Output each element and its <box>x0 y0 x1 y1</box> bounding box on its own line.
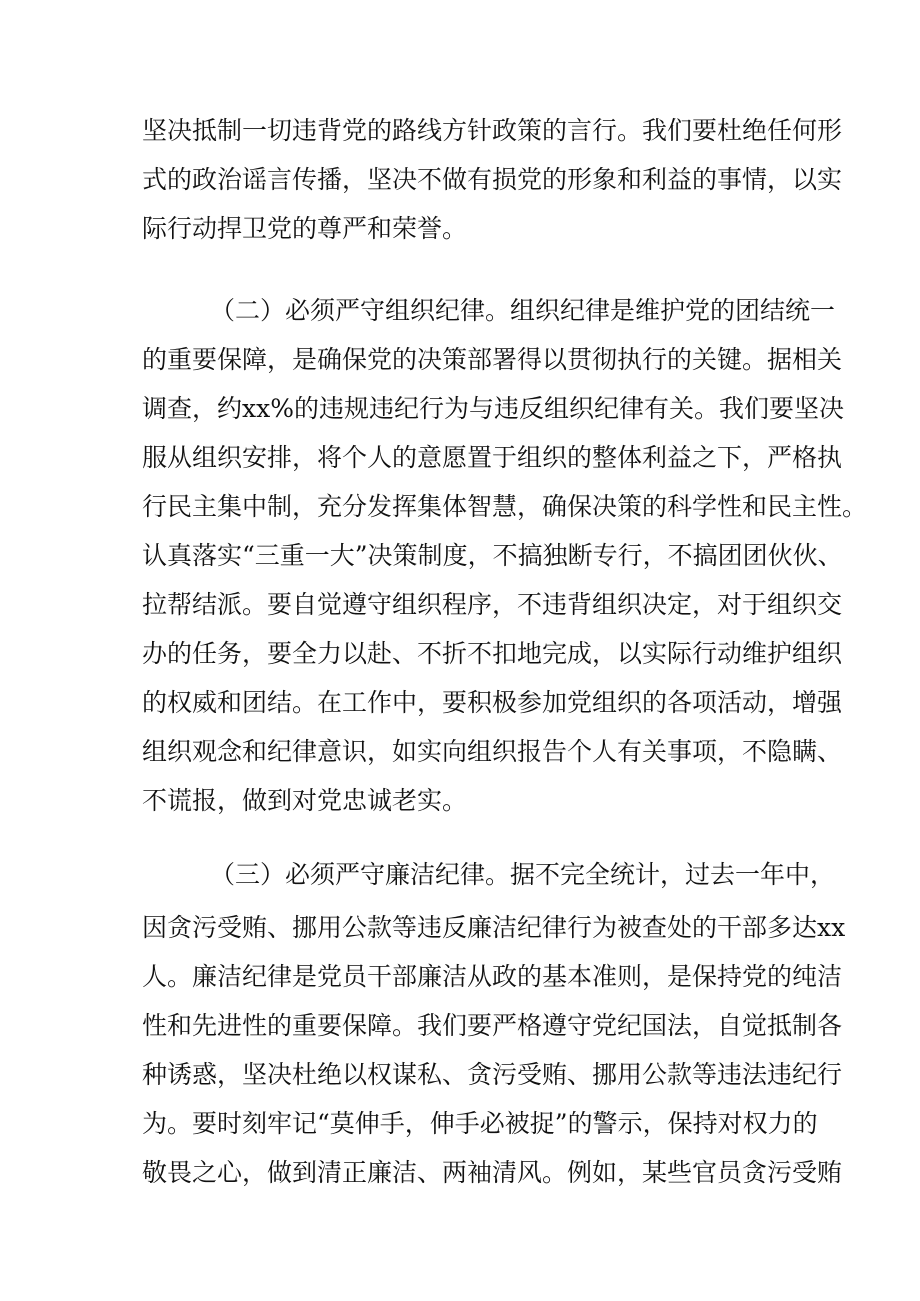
text-line: 服从组织安排，将个人的意愿置于组织的整体利益之下，严格执 <box>142 443 843 472</box>
text-line: 组织观念和纪律意识，如实向组织报告个人有关事项，不隐瞒、 <box>142 737 843 766</box>
text-line: 式的政治谣言传播，坚决不做有损党的形象和利益的事情，以实 <box>142 165 843 194</box>
text-line: （三）必须严守廉洁纪律。据不完全统计，过去一年中， <box>210 860 836 889</box>
text-line: 拉帮结派。要自觉遵守组织程序，不违背组织决定，对于组织交 <box>142 590 843 619</box>
text-line: 办的任务，要全力以赴、不折不扣地完成，以实际行动维护组织 <box>142 639 843 668</box>
text-line: 敬畏之心，做到清正廉洁、两袖清风。例如，某些官员贪污受贿 <box>142 1158 843 1187</box>
text-line: 的权威和团结。在工作中，要积极参加党组织的各项活动，增强 <box>142 688 843 717</box>
text-line: 认真落实“三重一大”决策制度，不搞独断专行，不搞团团伙伙、 <box>142 541 843 570</box>
text-line: 为。要时刻牢记“莫伸手，伸手必被捉”的警示，保持对权力的 <box>142 1109 818 1138</box>
text-line: 不谎报，做到对党忠诚老实。 <box>142 786 468 815</box>
text-line: 调查，约xx%的违规违纪行为与违反组织纪律有关。我们要坚决 <box>142 394 844 423</box>
text-line: 行民主集中制，充分发挥集体智慧，确保决策的科学性和民主性。 <box>142 492 868 521</box>
text-line: 际行动捍卫党的尊严和荣誉。 <box>142 214 468 243</box>
text-line: 性和先进性的重要保障。我们要严格遵守党纪国法，自觉抵制各 <box>142 1011 843 1040</box>
text-line: 因贪污受贿、挪用公款等违反廉洁纪律行为被查处的干部多达xx <box>142 913 846 942</box>
text-line: 的重要保障，是确保党的决策部署得以贯彻执行的关键。据相关 <box>142 345 843 374</box>
text-line: 人。廉洁纪律是党员干部廉洁从政的基本准则，是保持党的纯洁 <box>142 962 843 991</box>
text-line: （二）必须严守组织纪律。组织纪律是维护党的团结统一 <box>210 296 836 325</box>
text-line: 种诱惑，坚决杜绝以权谋私、贪污受贿、挪用公款等违法违纪行 <box>142 1060 843 1089</box>
text-line: 坚决抵制一切违背党的路线方针政策的言行。我们要杜绝任何形 <box>142 116 843 145</box>
